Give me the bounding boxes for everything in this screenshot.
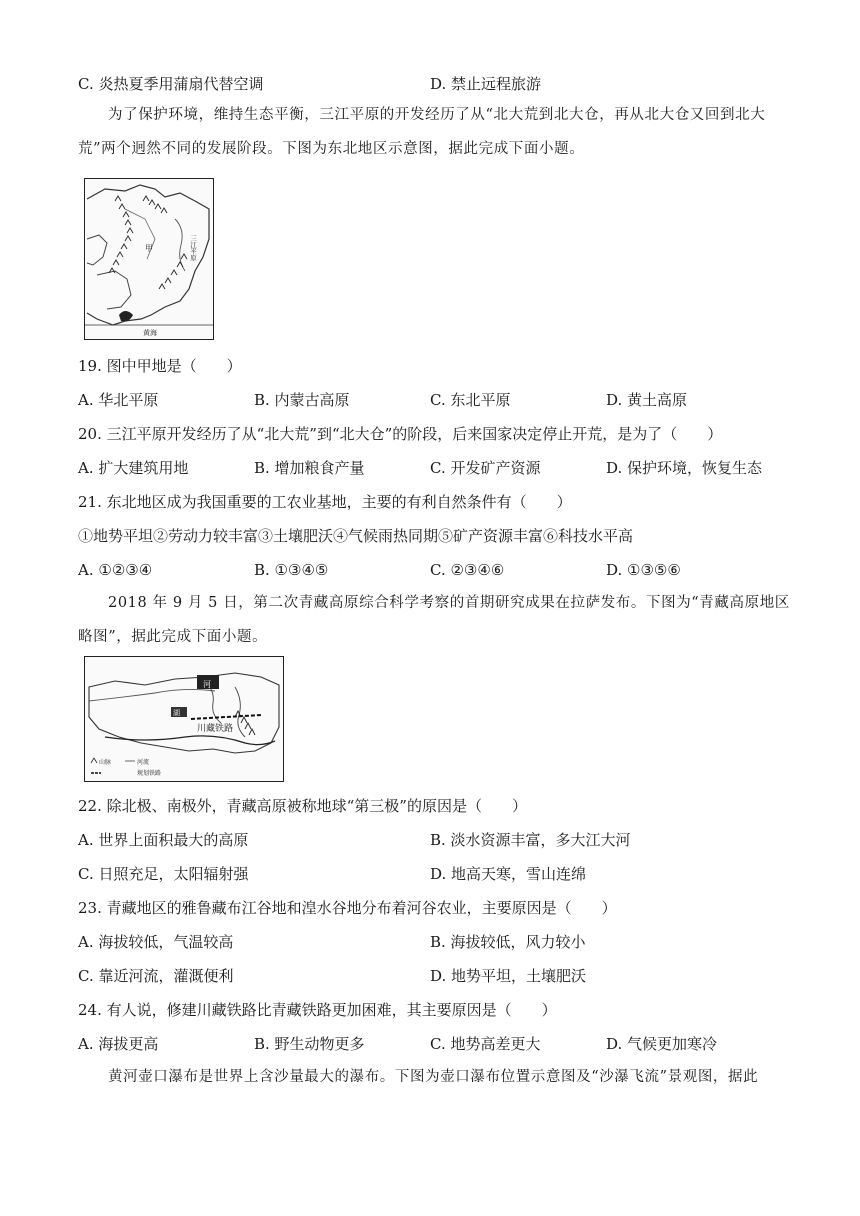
q19-option-b: B. 内蒙古高原 — [254, 391, 350, 409]
q24-option-a: A. 海拔更高 — [78, 1035, 159, 1053]
q22-option-a: A. 世界上面积最大的高原 — [78, 831, 249, 849]
q19-option-c: C. 东北平原 — [430, 391, 511, 409]
q20-option-c: C. 开发矿产资源 — [430, 459, 541, 477]
intro-paragraph-tibet: 2018 年 9 月 5 日，第二次青藏高原综合科学考察的首期研究成果在拉萨发布。下图为“青藏高原地区略图”，据此完成下面小题。 — [78, 595, 790, 645]
tibet-map — [84, 656, 284, 782]
label-chuanzang-railway: 川藏铁路 — [197, 724, 234, 734]
label-hu: 湖 — [173, 709, 180, 717]
q20-option-a: A. 扩大建筑用地 — [78, 459, 189, 477]
q22-option-d: D. 地高天寒，雪山连绵 — [430, 865, 587, 883]
q23-option-d: D. 地势平坦，土壤肥沃 — [430, 967, 587, 985]
q19-option-a: A. 华北平原 — [78, 391, 159, 409]
q21-option-b: B. ①③④⑤ — [254, 561, 329, 579]
q23-stem: 23. 青藏地区的雅鲁藏布江谷地和湟水谷地分布着河谷农业，主要原因是（ ） — [78, 899, 617, 917]
q21-conditions: ①地势平坦②劳动力较丰富③土壤肥沃④气候雨热同期⑤矿产资源丰富⑥科技水平高 — [78, 527, 634, 545]
tibet-map-figure — [85, 657, 283, 781]
q20-stem: 20. 三江平原开发经历了从“北大荒”到“北大仓”的阶段，后来国家决定停止开荒，是为了（ ） — [78, 425, 723, 443]
northeast-map — [84, 178, 214, 340]
label-jia: 甲 — [145, 244, 153, 253]
q21-option-c: C. ②③④⑥ — [430, 561, 505, 579]
q24-option-b: B. 野生动物更多 — [254, 1035, 365, 1053]
map2-legend — [91, 758, 161, 777]
q21-option-a: A. ①②③④ — [78, 561, 153, 579]
q21-option-d: D. ①③⑤⑥ — [606, 561, 681, 579]
q19-option-d: D. 黄土高原 — [606, 391, 688, 409]
q22-option-b: B. 淡水资源丰富，多大江大河 — [430, 831, 631, 849]
legend-tielu: 规划铁路 — [137, 770, 162, 777]
northeast-map-figure — [85, 179, 213, 339]
q23-option-b: B. 海拔较低，风力较小 — [430, 933, 586, 951]
label-river-he: 河 — [203, 680, 211, 689]
intro-paragraph-hukou: 黄河壶口瀑布是世界上含沙量最大的瀑布。下图为壶口瀑布位置示意图及“沙瀑飞流”景观图，据此 — [108, 1069, 759, 1085]
q24-stem: 24. 有人说，修建川藏铁路比青藏铁路更加困难，其主要原因是（ ） — [78, 1001, 557, 1019]
q20-option-d: D. 保护环境，恢复生态 — [606, 459, 763, 477]
q22-option-c: C. 日照充足，太阳辐射强 — [78, 865, 249, 883]
legend-he: 河流 — [137, 759, 150, 766]
q24-option-c: C. 地势高差更大 — [430, 1035, 541, 1053]
q18-option-d: D. 禁止远程旅游 — [430, 75, 542, 93]
q19-stem: 19. 图中甲地是（ ） — [78, 357, 242, 375]
q20-option-b: B. 增加粮食产量 — [254, 459, 365, 477]
q21-stem: 21. 东北地区成为我国重要的工农业基地，主要的有利自然条件有（ ） — [78, 493, 572, 511]
label-sanjiang: 三江平原 — [189, 235, 197, 261]
q24-option-d: D. 气候更加寒冷 — [606, 1035, 718, 1053]
q22-stem: 22. 除北极、南极外，青藏高原被称地球“第三极”的原因是（ ） — [78, 797, 527, 815]
q23-option-c: C. 靠近河流，灌溉便利 — [78, 967, 234, 985]
intro-paragraph-northeast: 为了保护环境，维持生态平衡，三江平原的开发经历了从“北大荒到北大仓，再从北大仓又回到北大荒”两个迥然不同的发展阶段。下图为东北地区示意图，据此完成下面小题。 — [78, 107, 766, 157]
q23-option-a: A. 海拔较低，气温较高 — [78, 933, 234, 951]
legend-shan: 山脉 — [99, 759, 112, 766]
q18-option-c: C. 炎热夏季用蒲扇代替空调 — [78, 75, 264, 93]
label-huanghai: 黄海 — [143, 329, 157, 337]
